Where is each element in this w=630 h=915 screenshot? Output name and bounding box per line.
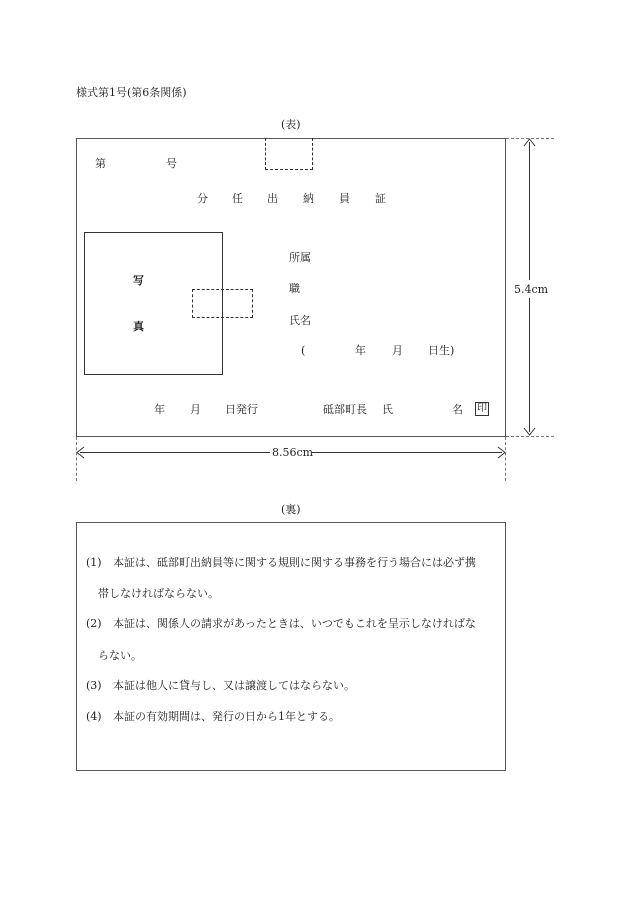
width-label: 8.56cm: [272, 446, 314, 459]
note-number: (2): [86, 617, 102, 630]
photo-label-char: 真: [133, 320, 144, 333]
note-text: 本証の有効期間は、発行の日から1年とする。: [113, 710, 340, 723]
note-number: (1): [86, 556, 102, 569]
card-title-char: 任: [232, 192, 243, 205]
issue-month: 月: [190, 403, 201, 416]
issue-year: 年: [154, 403, 165, 416]
birth-paren-open: (: [301, 344, 306, 357]
photo-label-char: 写: [133, 274, 144, 287]
note-text: 本証は他人に貸与し、又は譲渡してはならない。: [113, 679, 355, 692]
issuer-title: 砥部町長: [323, 403, 367, 416]
birth-year: 年: [355, 344, 366, 357]
issue-day: 日発行: [225, 403, 258, 416]
birth-day: 日生): [428, 344, 455, 357]
issuer-name-char: 氏: [382, 403, 393, 416]
field-affiliation: 所属: [289, 251, 311, 264]
width-extension-right: [505, 437, 506, 481]
card-title-char: 員: [339, 192, 350, 205]
issuer-name-char: 名: [452, 403, 463, 416]
card-title-char: 出: [267, 192, 278, 205]
number-prefix: 第: [95, 157, 106, 170]
note-text: 本証は、砥部町出納員等に関する規則に関する事務を行う場合には必ず携: [113, 556, 476, 569]
card-title-char: 証: [375, 192, 386, 205]
height-label: 5.4cm: [514, 283, 549, 296]
birth-month: 月: [392, 344, 403, 357]
card-title-char: 納: [303, 192, 314, 205]
width-extension-left: [76, 437, 77, 481]
field-name: 氏名: [289, 314, 311, 327]
card-title-char: 分: [197, 192, 208, 205]
seal-placement-box: [192, 289, 253, 318]
form-title: 様式第1号(第6条関係): [76, 86, 187, 99]
number-suffix: 号: [166, 157, 177, 170]
note-text: 本証は、関係人の請求があったときは、いつでもこれを呈示しなければな: [113, 617, 476, 630]
back-label: (裏): [281, 503, 301, 516]
seal-mark: 印: [477, 403, 487, 414]
note-text-continued: 帯しなければならない。: [98, 587, 219, 600]
note-number: (3): [86, 679, 102, 692]
note-number: (4): [86, 710, 102, 723]
note-text-continued: らない。: [98, 649, 142, 662]
front-label: (表): [281, 118, 301, 131]
field-position: 職: [289, 282, 300, 295]
stamp-placement-box: [265, 138, 313, 170]
